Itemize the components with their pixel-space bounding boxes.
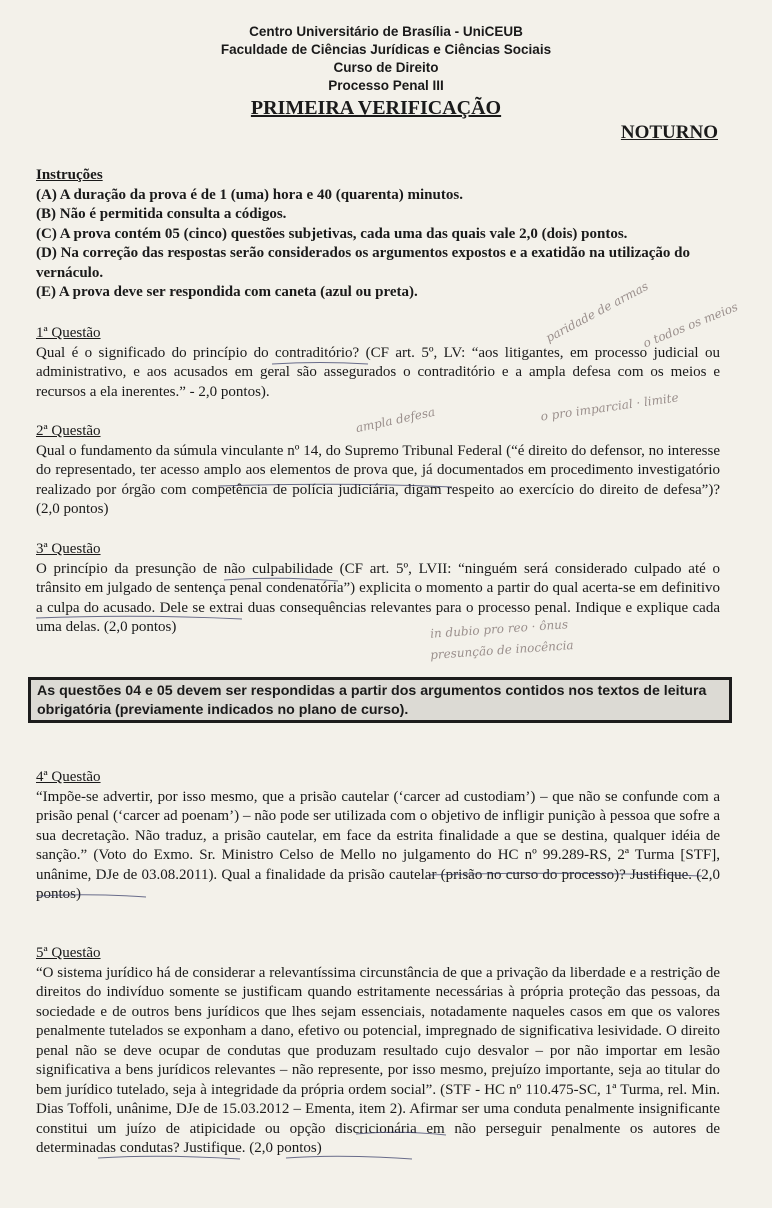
handwritten-note: o todos os meios xyxy=(641,299,740,351)
question-text: “O sistema jurídico há de considerar a relevantíssima circunstância de que a privação da liberdade e a restrição de direitos do indivíduo somente se justificam quando estritamente necessárias à própria proteção das pessoas, da sociedade e de outros bens jurídicos que lhes sejam essenciais, notadamente naqueles casos em que os valores penalmente tutelados se exponham a dano, efetivo ou potencial, impregnado de significativa lesividade. O direito penal não se deve ocupar de condutas que produzam resultado cujo desvalor – por não importar em lesão significativa a bens jurídicos relevantes – não represente, por isso mesmo, prejuízo importante, seja ao titular do bem jurídico tutelado, seja à integridade da própria ordem social”. (STF - HC nº 110.475-SC, 1ª Turma, rel. Min. Dias Toffoli, unânime, DJe de 15.03.2012 – Ementa, item 2). Afirmar ser uma conduta penalmente insignificante constitui um juízo de atipicidade ou opção discricionária em não perseguir penalmente os autores de determinadas condutas? Justifique. (2,0 pontos) xyxy=(36,964,720,1156)
question-title: 1ª Questão xyxy=(36,325,101,341)
notice-box: As questões 04 e 05 devem ser respondidas a partir dos argumentos contidos nos textos de leitura obrigatória (previamente indicados no plano de curso). xyxy=(28,677,732,723)
faculty-name: Faculdade de Ciências Jurídicas e Ciências Sociais xyxy=(220,42,552,57)
question-title: 4ª Questão xyxy=(36,769,101,785)
question-2 xyxy=(36,422,720,520)
handwritten-note: presunção de inocência xyxy=(429,638,575,662)
subject-name: Processo Penal III xyxy=(328,78,444,93)
institution-name: Centro Universitário de Brasília - UniCEUB xyxy=(249,24,523,39)
shift-label: NOTURNO xyxy=(620,122,718,143)
question-4 xyxy=(36,768,720,905)
handwritten-note: in dubio pro reo · ônus xyxy=(429,617,569,641)
instruction-item: (C) A prova contém 05 (cinco) questões subjetivas, cada uma das quais vale 2,0 (dois) pontos. xyxy=(36,225,628,242)
handwritten-note: paridade de armas xyxy=(543,279,651,345)
handwritten-note: ampla defesa xyxy=(354,404,437,436)
question-5 xyxy=(36,944,720,1159)
question-title: 2ª Questão xyxy=(36,423,101,439)
question-title: 5ª Questão xyxy=(36,945,101,961)
question-text: Qual o fundamento da súmula vinculante nº 14, do Supremo Tribunal Federal (“é direito do defensor, no interesse do representado, ter acesso amplo aos elementos de prova que, já documentados em procedimento investigatório realizado por órgão com competência de polícia judiciária, digam respeito ao exercício do direito de defesa”)? (2,0 pontos) xyxy=(36,442,720,517)
instruction-item: (E) A prova deve ser respondida com caneta (azul ou preta). xyxy=(36,284,418,300)
page-title: PRIMEIRA VERIFICAÇÃO xyxy=(250,97,502,119)
question-text: O princípio da presunção de não culpabilidade (CF art. 5º, LVII: “ninguém será considerado culpado até o trânsito em julgado de sentença penal condenatória”) explicita o momento a partir do qual acerta-se em definitivo a culpa do acusado. Dele se extrai duas consequências relevantes para o processo penal. Indique e explique cada uma delas. (2,0 pontos) xyxy=(36,560,720,635)
instruction-item: (A) A duração da prova é de 1 (uma) hora e 40 (quarenta) minutos. xyxy=(36,186,463,203)
instruction-item: (D) Na correção das respostas serão considerados os argumentos expostos e a exatidão na utilização do vernáculo. xyxy=(36,245,690,281)
question-text: “Impõe-se advertir, por isso mesmo, que a prisão cautelar (‘carcer ad custodiam’) – que não se confunde com a prisão penal (‘carcer ad poenam’) – não pode ser utilizada com o objetivo de infligir punição à pessoa que sofre a sua decretação. Não traduz, a prisão cautelar, em face da estrita finalidade a que se destina, qualquer idéia de sanção.” (Voto do Exmo. Sr. Ministro Celso de Mello no julgamento do HC nº 99.289-RS, 2ª Turma [STF], unânime, DJe de 03.08.2011). Qual a finalidade da prisão cautelar (prisão no curso do processo)? Justifique. (2,0 pontos) xyxy=(36,788,720,902)
instruction-item: (B) Não é permitida consulta a códigos. xyxy=(36,206,287,222)
handwritten-note: o pro imparcial · limite xyxy=(539,390,680,424)
question-3 xyxy=(36,540,720,638)
course-name: Curso de Direito xyxy=(333,60,439,75)
question-1 xyxy=(36,324,720,402)
question-title: 3ª Questão xyxy=(36,541,101,557)
question-text: Qual é o significado do princípio do contraditório? (CF art. 5º, LV: “aos litigantes, em processo judicial ou administrativo, e aos acusados em geral são assegurados o contraditório e a ampla defesa com os meios e recursos a ela inerentes.” - 2,0 pontos). xyxy=(36,344,720,400)
instructions-block xyxy=(36,166,726,303)
instructions-heading: Instruções xyxy=(36,167,103,183)
